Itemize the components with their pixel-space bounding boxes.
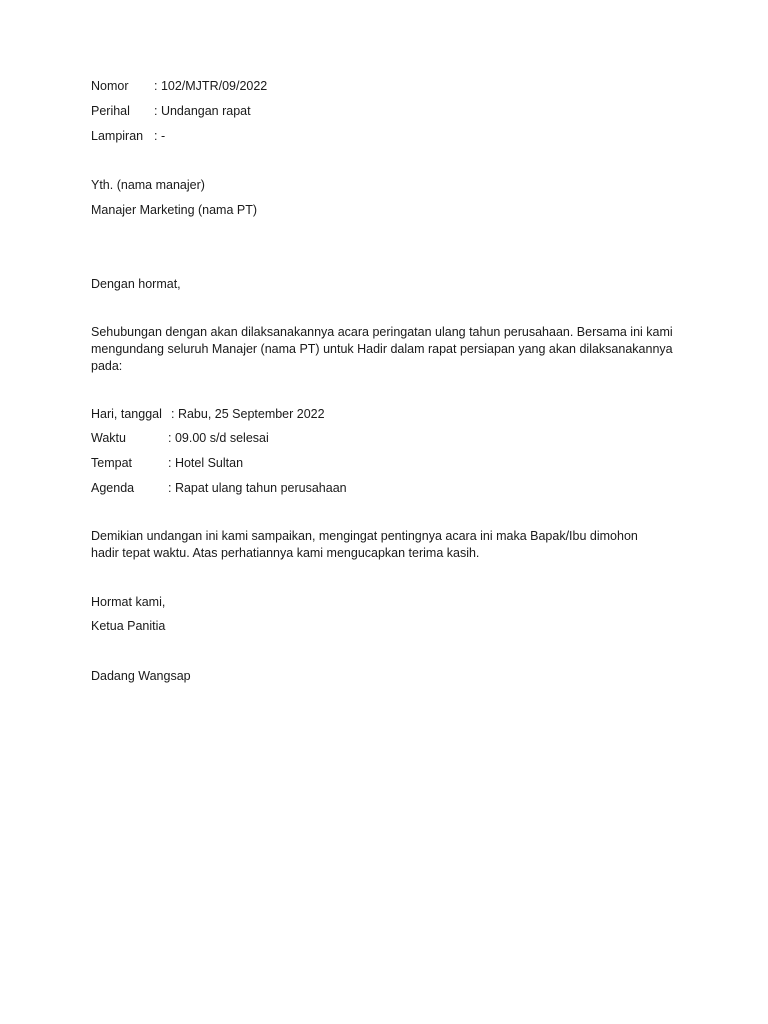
intro-line-1: Sehubungan dengan akan dilaksanakannya acara peringatan ulang tahun perusahaan. Bersama ini kami: [91, 325, 673, 339]
tempat-value: : Hotel Sultan: [168, 456, 244, 470]
closing-line-1: Demikian undangan ini kami sampaikan, mengingat pentingnya acara ini maka Bapak/Ibu dimohon: [91, 529, 638, 543]
closing-paragraph: [91, 528, 691, 562]
waktu-value: : 09.00 s/d selesai: [168, 431, 269, 445]
intro-paragraph: [91, 324, 691, 375]
nomor-label: Nomor: [91, 79, 129, 93]
nomor-row: [91, 78, 267, 94]
agenda-value: : Rapat ulang tahun perusahaan: [168, 481, 347, 495]
signer-position: Ketua Panitia: [91, 619, 166, 633]
hari-row: [91, 406, 325, 422]
waktu-row: [91, 430, 269, 446]
closing-line-2: hadir tepat waktu. Atas perhatiannya kami mengucapkan terima kasih.: [91, 546, 480, 560]
salutation: Hormat kami,: [91, 595, 166, 609]
recipient-name: Yth. (nama manajer): [91, 178, 205, 192]
tempat-label: Tempat: [91, 456, 132, 470]
waktu-label: Waktu: [91, 431, 126, 445]
signer-name: Dadang Wangsap: [91, 669, 191, 683]
greeting: Dengan hormat,: [91, 277, 181, 291]
tempat-row: [91, 455, 243, 471]
intro-line-3: pada:: [91, 359, 123, 373]
lampiran-row: [91, 128, 165, 144]
agenda-row: [91, 480, 347, 496]
recipient-position: Manajer Marketing (nama PT): [91, 203, 258, 217]
lampiran-label: Lampiran: [91, 129, 144, 143]
perihal-row: [91, 103, 251, 119]
agenda-label: Agenda: [91, 481, 135, 495]
perihal-value: : Undangan rapat: [154, 104, 251, 118]
hari-value: : Rabu, 25 September 2022: [171, 407, 325, 421]
perihal-label: Perihal: [91, 104, 130, 118]
intro-line-2: mengundang seluruh Manajer (nama PT) untuk Hadir dalam rapat persiapan yang akan dilaksanakannya: [91, 342, 673, 356]
hari-label: Hari, tanggal: [91, 407, 162, 421]
nomor-value: : 102/MJTR/09/2022: [154, 79, 268, 93]
lampiran-value: : -: [154, 129, 166, 143]
